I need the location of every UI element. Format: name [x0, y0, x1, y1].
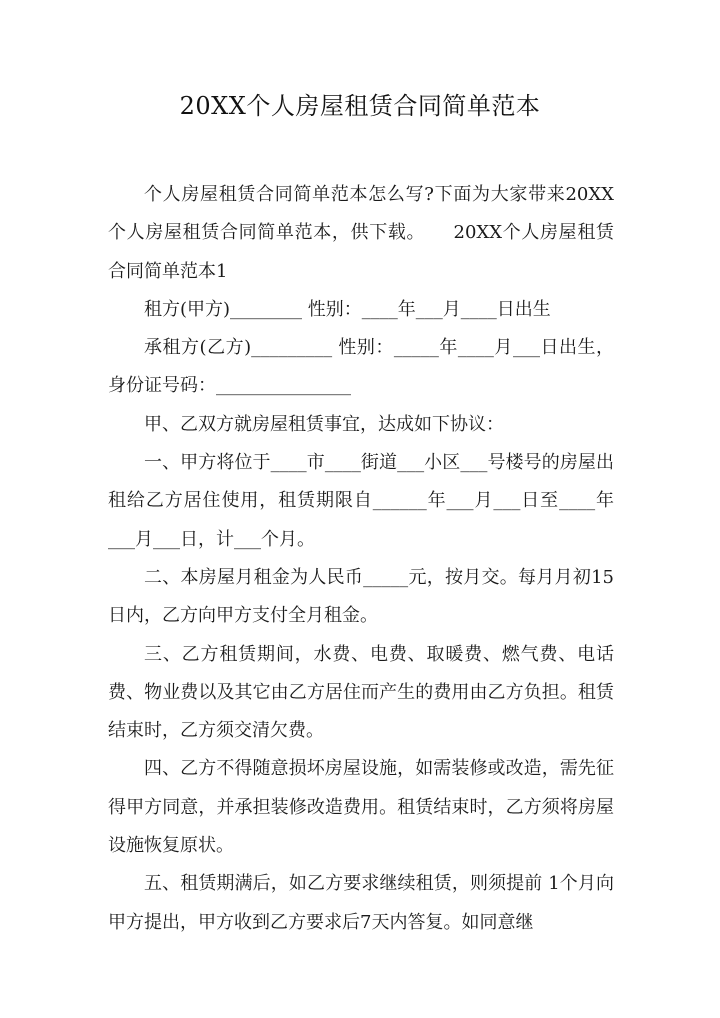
paragraph-lessee: 承租方(乙方)_________ 性别：_____年____月___日出生，身份证号码：_______________ [108, 337, 614, 397]
paragraph-agreement: 甲、乙双方就房屋租赁事宜，达成如下协议： [144, 413, 504, 435]
paragraph-lessor: 租方(甲方)________ 性别：____年___月____日出生 [144, 298, 551, 320]
document-title: 20XX个人房屋租赁合同简单范本 [179, 92, 541, 120]
paragraph-clause-1: 一、甲方将位于____市____街道___小区___号楼号的房屋出租给乙方居住使用，租赁期限自______年___月___日至____年___月___日，计___个月。 [108, 452, 614, 550]
paragraph-clause-2: 二、本房屋月租金为人民币_____元，按月交。每月月初15日内，乙方向甲方支付全月租金。 [108, 566, 614, 627]
paragraph-clause-3: 三、乙方租赁期间，水费、电费、取暖费、燃气费、电话费、物业费以及其它由乙方居住而产生的费用由乙方负担。租赁结束时，乙方须交清欠费。 [108, 643, 614, 742]
paragraph-clause-4: 四、乙方不得随意损坏房屋设施，如需装修或改造，需先征得甲方同意，并承担装修改造费用。租赁结束时，乙方须将房屋设施恢复原状。 [108, 758, 614, 857]
document-body [108, 176, 614, 942]
paragraph-intro: 个人房屋租赁合同简单范本怎么写?下面为大家带来20XX个人房屋租赁合同简单范本，供下载。 20XX个人房屋租赁合同简单范本1 [108, 184, 614, 282]
paragraph-clause-5: 五、租赁期满后，如乙方要求继续租赁，则须提前 1个月向甲方提出，甲方收到乙方要求后7天内答复。如同意继 [108, 873, 614, 933]
